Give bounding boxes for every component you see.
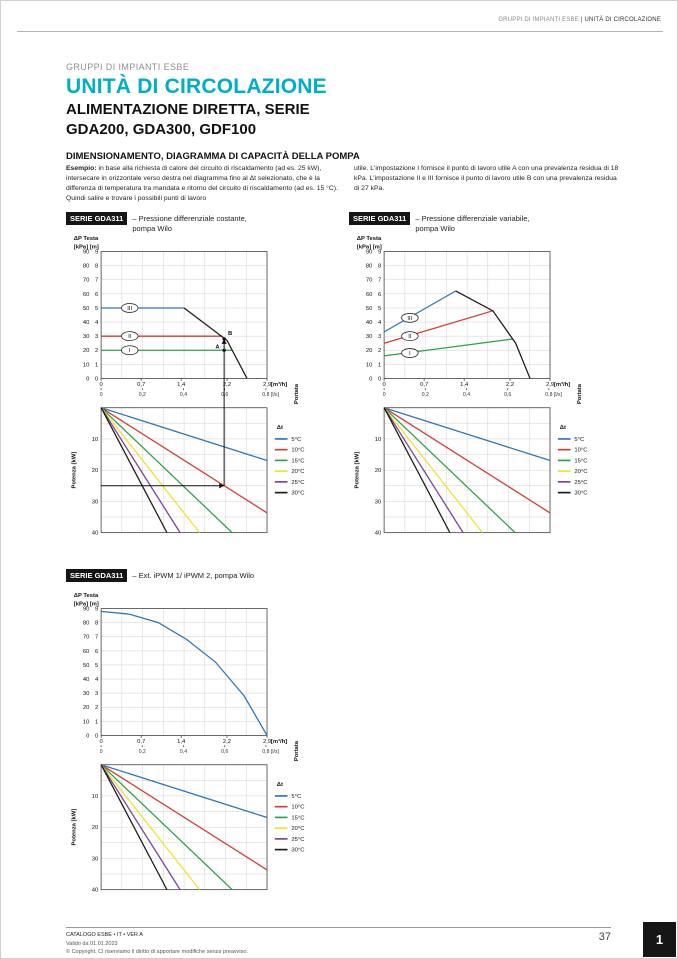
svg-text:30: 30 <box>91 499 99 506</box>
svg-text:25°C: 25°C <box>291 836 305 843</box>
svg-text:0,8: 0,8 <box>262 392 270 398</box>
svg-text:1: 1 <box>94 362 99 369</box>
series-badge: SERIE GDA311 <box>349 212 410 225</box>
curve-max-speed-envelope <box>456 291 530 378</box>
svg-text:0,2: 0,2 <box>138 749 146 755</box>
svg-text:2,9: 2,9 <box>262 382 272 389</box>
svg-text:80: 80 <box>82 263 90 270</box>
svg-text:0: 0 <box>99 739 103 746</box>
eyebrow-label: GRUPPI DI IMPIANTI ESBE <box>66 62 190 72</box>
chart-subtitle: – Pressione differenziale variabile, pompa Wilo <box>415 214 530 233</box>
svg-text:50: 50 <box>82 305 90 312</box>
svg-text:0,7: 0,7 <box>420 382 429 389</box>
svg-text:[m³/h]: [m³/h] <box>553 382 571 389</box>
chart-subtitle: – Ext. iPWM 1/ iPWM 2, pompa Wilo <box>132 571 255 580</box>
pump-capacity-chart-constant <box>66 230 349 567</box>
svg-text:2: 2 <box>94 705 99 712</box>
svg-text:6: 6 <box>377 291 382 298</box>
svg-text:III: III <box>127 305 133 312</box>
svg-text:3: 3 <box>377 334 382 341</box>
svg-text:2,2: 2,2 <box>505 382 515 389</box>
charts-row <box>66 212 632 567</box>
curve-max-speed-envelope <box>184 308 247 378</box>
svg-text:2,2: 2,2 <box>222 739 232 746</box>
chart-subtitle: – Pressione differenziale costante, pompa Wilo <box>132 214 247 233</box>
svg-text:0: 0 <box>94 733 99 740</box>
footer-divider <box>66 927 611 928</box>
svg-text:0,7: 0,7 <box>137 382 146 389</box>
svg-text:6: 6 <box>94 291 99 298</box>
svg-text:0,6: 0,6 <box>221 392 229 398</box>
svg-text:5: 5 <box>94 662 99 669</box>
chart-heading <box>66 569 349 587</box>
svg-text:10: 10 <box>82 362 90 369</box>
footer-copyright: © Copyright. Ci riserviamo il diritto di apportare modifiche senza preavviso. <box>66 949 248 956</box>
svg-text:60: 60 <box>365 291 373 298</box>
svg-text:40: 40 <box>82 320 90 327</box>
intro-column-1 <box>66 164 344 203</box>
svg-text:30: 30 <box>82 334 90 341</box>
svg-text:0,7: 0,7 <box>137 739 146 746</box>
svg-text:5: 5 <box>94 305 99 312</box>
svg-text:50: 50 <box>82 662 90 669</box>
svg-text:1,4: 1,4 <box>177 739 186 746</box>
svg-text:5°C: 5°C <box>291 436 302 443</box>
svg-text:20: 20 <box>374 468 382 475</box>
pump-capacity-chart-ipwm <box>66 587 349 924</box>
svg-text:15°C: 15°C <box>574 458 588 465</box>
page-number: 37 <box>598 931 611 943</box>
svg-text:30°C: 30°C <box>291 847 305 854</box>
svg-text:9: 9 <box>94 249 99 256</box>
svg-text:30: 30 <box>82 691 90 698</box>
svg-text:0: 0 <box>377 376 382 383</box>
svg-text:80: 80 <box>365 263 373 270</box>
svg-text:80: 80 <box>82 620 90 627</box>
svg-text:15°C: 15°C <box>291 458 305 465</box>
svg-text:3: 3 <box>94 334 99 341</box>
svg-text:60: 60 <box>82 648 90 655</box>
svg-text:90: 90 <box>82 606 90 613</box>
svg-text:0,6: 0,6 <box>221 749 229 755</box>
svg-text:90: 90 <box>365 249 373 256</box>
svg-text:70: 70 <box>82 634 90 641</box>
svg-text:10: 10 <box>91 793 99 800</box>
svg-text:10°C: 10°C <box>291 804 305 811</box>
svg-text:3: 3 <box>94 691 99 698</box>
page-title: UNITÀ DI CIRCOLAZIONE <box>66 75 327 98</box>
svg-text:[kPa] [m]: [kPa] [m] <box>73 244 99 251</box>
svg-text:40: 40 <box>374 530 382 537</box>
page-subtitle-line1: ALIMENTAZIONE DIRETTA, SERIE <box>66 101 310 118</box>
svg-text:0,4: 0,4 <box>179 392 188 398</box>
svg-text:B: B <box>228 331 233 338</box>
breadcrumb-separator: | <box>580 17 583 23</box>
svg-text:15°C: 15°C <box>291 815 305 822</box>
section-heading: DIMENSIONAMENTO, DIAGRAMMA DI CAPACITÀ DELLA POMPA <box>66 151 360 162</box>
svg-text:2,9: 2,9 <box>262 739 272 746</box>
chart-heading <box>66 212 349 233</box>
svg-text:0,2: 0,2 <box>421 392 429 398</box>
legend-title: Δt <box>276 425 283 432</box>
svg-text:I: I <box>128 348 131 355</box>
svg-text:30°C: 30°C <box>291 490 305 497</box>
svg-text:2: 2 <box>377 348 382 355</box>
svg-text:0: 0 <box>94 376 99 383</box>
svg-text:90: 90 <box>82 249 90 256</box>
svg-text:1: 1 <box>94 719 99 726</box>
chart-svg <box>349 230 632 562</box>
footer-catalog-id: CATALOGO ESBE • IT • VER A <box>66 932 143 938</box>
svg-text:10°C: 10°C <box>574 447 588 454</box>
svg-text:0,6: 0,6 <box>504 392 512 398</box>
svg-text:[kPa] [m]: [kPa] [m] <box>356 244 382 251</box>
svg-text:2: 2 <box>94 348 99 355</box>
breadcrumb <box>498 17 661 23</box>
svg-text:0: 0 <box>99 749 103 755</box>
legend-title: Δt <box>276 782 283 789</box>
svg-text:40: 40 <box>91 530 99 537</box>
svg-text:8: 8 <box>94 620 99 627</box>
svg-text:2,2: 2,2 <box>222 382 232 389</box>
svg-text:9: 9 <box>94 606 99 613</box>
svg-text:[m³/h]: [m³/h] <box>270 739 288 746</box>
svg-text:50: 50 <box>365 305 373 312</box>
flow-axis-label: Portata <box>577 383 584 405</box>
svg-text:20: 20 <box>82 705 90 712</box>
svg-text:20°C: 20°C <box>574 469 588 476</box>
svg-text:[m³/h]: [m³/h] <box>270 382 288 389</box>
svg-text:25°C: 25°C <box>291 479 305 486</box>
svg-text:4: 4 <box>377 320 382 327</box>
chart-svg <box>66 230 349 562</box>
svg-text:10°C: 10°C <box>291 447 305 454</box>
masthead <box>66 62 327 138</box>
svg-text:20: 20 <box>82 348 90 355</box>
curve-setting-III <box>384 291 456 332</box>
footer <box>66 931 248 957</box>
svg-text:2,9: 2,9 <box>545 382 555 389</box>
chart-block-ipwm <box>66 569 349 924</box>
svg-text:4: 4 <box>94 320 99 327</box>
svg-text:70: 70 <box>82 277 90 284</box>
svg-text:60: 60 <box>82 291 90 298</box>
svg-text:30: 30 <box>91 856 99 863</box>
svg-text:5: 5 <box>377 305 382 312</box>
chart-heading <box>349 212 632 233</box>
svg-text:10: 10 <box>82 719 90 726</box>
curve-setting-II <box>384 311 493 343</box>
chart-block-constant-dp <box>66 212 349 567</box>
svg-text:[l/s]: [l/s] <box>553 392 562 398</box>
svg-text:30°C: 30°C <box>574 490 588 497</box>
svg-text:40: 40 <box>365 320 373 327</box>
head-axis-title: ΔP Testa <box>356 235 382 242</box>
svg-text:30: 30 <box>374 499 382 506</box>
svg-text:0: 0 <box>369 376 373 383</box>
svg-text:0: 0 <box>86 376 90 383</box>
svg-text:4: 4 <box>94 677 99 684</box>
example-label: Esempio: <box>66 165 97 172</box>
svg-text:[kPa] [m]: [kPa] [m] <box>73 601 99 608</box>
intro-text <box>66 164 622 203</box>
svg-text:0,4: 0,4 <box>462 392 471 398</box>
svg-text:0,8: 0,8 <box>545 392 553 398</box>
intro-column-2: utile. L'impostazione I fornisce il punto di lavoro utile A con una prevalenza residua di 18 kPa. L'impostazione II e III fornisce il punto di lavoro utile B con una prevalenza residua di 27 kPa. <box>354 165 619 192</box>
svg-text:0,8: 0,8 <box>262 749 270 755</box>
example-text-col1: in base alla richiesta di calore del circuito di riscaldamento (ad es. 25 kW), intersecare in orizzontale verso destra nel diagramma fino al Δt selezionato, che è la differenza di temperatura tra mandata e ritorno del circuito di riscaldamento (ad es. 15 °C). Quindi salire e trovare i possibili punti di lavoro <box>66 165 338 202</box>
working-point-B <box>222 337 225 340</box>
svg-text:II: II <box>128 334 132 341</box>
svg-text:0,4: 0,4 <box>179 749 188 755</box>
svg-text:20°C: 20°C <box>291 826 305 833</box>
svg-text:40: 40 <box>91 887 99 894</box>
svg-text:70: 70 <box>365 277 373 284</box>
power-axis-label: Potenza [kW] <box>354 451 361 489</box>
svg-text:0: 0 <box>86 733 90 740</box>
legend-title: Δt <box>559 425 566 432</box>
breadcrumb-section: GRUPPI DI IMPIANTI ESBE <box>498 17 579 23</box>
header-divider <box>17 31 663 32</box>
power-axis-label: Potenza [kW] <box>71 808 78 846</box>
svg-text:20°C: 20°C <box>291 469 305 476</box>
series-badge: SERIE GDA311 <box>66 212 127 225</box>
svg-text:20: 20 <box>91 468 99 475</box>
svg-text:8: 8 <box>377 263 382 270</box>
power-axis-label: Potenza [kW] <box>71 451 78 489</box>
svg-text:8: 8 <box>94 263 99 270</box>
head-axis-title: ΔP Testa <box>73 592 99 599</box>
svg-text:10: 10 <box>374 436 382 443</box>
svg-text:0,2: 0,2 <box>138 392 146 398</box>
chart-svg <box>66 587 349 919</box>
svg-text:0: 0 <box>99 392 103 398</box>
svg-text:1,4: 1,4 <box>460 382 469 389</box>
svg-text:0: 0 <box>382 382 386 389</box>
svg-text:40: 40 <box>82 677 90 684</box>
svg-text:20: 20 <box>91 825 99 832</box>
svg-text:A: A <box>215 344 220 351</box>
svg-text:II: II <box>408 334 412 341</box>
pump-capacity-chart-variable <box>349 230 632 567</box>
chapter-tab: 1 <box>643 922 676 957</box>
svg-text:7: 7 <box>94 634 99 641</box>
svg-text:20: 20 <box>365 348 373 355</box>
working-point-A <box>222 349 225 352</box>
chart-block-variable-dp <box>349 212 632 567</box>
series-badge: SERIE GDA311 <box>66 569 127 582</box>
footer-valid-from: Valido da 01.01.2023 <box>66 940 118 947</box>
svg-text:I: I <box>409 351 411 358</box>
page-subtitle-line2: GDA200, GDA300, GDF100 <box>66 120 257 138</box>
svg-text:25°C: 25°C <box>574 479 588 486</box>
svg-text:1,4: 1,4 <box>177 382 186 389</box>
svg-text:10: 10 <box>365 362 373 369</box>
svg-text:7: 7 <box>94 277 99 284</box>
svg-text:9: 9 <box>377 249 382 256</box>
head-axis-title: ΔP Testa <box>73 235 99 242</box>
svg-text:III: III <box>407 315 413 322</box>
svg-text:0: 0 <box>99 382 103 389</box>
svg-text:30: 30 <box>365 334 373 341</box>
svg-text:[l/s]: [l/s] <box>270 749 279 755</box>
svg-text:0: 0 <box>382 392 386 398</box>
flow-axis-label: Portata <box>294 383 301 405</box>
flow-axis-label: Portata <box>294 740 301 762</box>
svg-text:5°C: 5°C <box>291 793 302 800</box>
svg-text:1: 1 <box>377 362 382 369</box>
svg-text:5°C: 5°C <box>574 436 585 443</box>
svg-text:7: 7 <box>377 277 382 284</box>
breadcrumb-current: UNITÀ DI CIRCOLAZIONE <box>584 17 661 23</box>
svg-text:[l/s]: [l/s] <box>270 392 279 398</box>
svg-text:10: 10 <box>91 436 99 443</box>
svg-text:6: 6 <box>94 648 99 655</box>
